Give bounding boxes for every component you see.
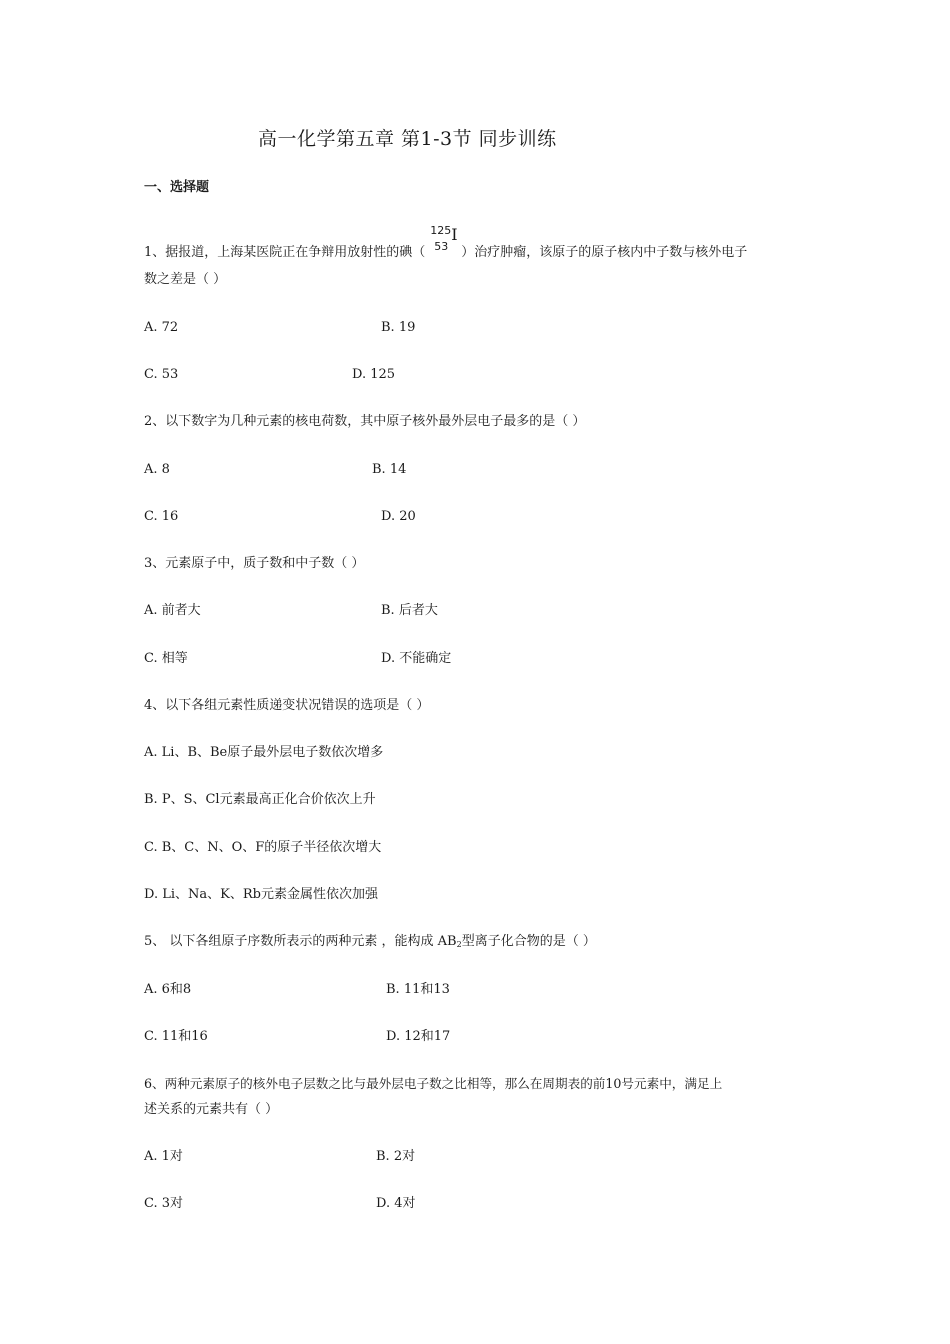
- question-5-text-before: 5、 以下各组原子序数所表示的两种元素 ，能构成 AB: [144, 934, 457, 949]
- question-3-text: 3、元素原子中，质子数和中子数（ ）: [144, 556, 365, 571]
- question-1-line-1: [144, 224, 748, 262]
- document-title: 高一化学第五章 第1-3节 同步训练: [258, 128, 557, 150]
- question-5-option-a: A. 6和8: [144, 982, 192, 997]
- question-5-option-d: D. 12和17: [386, 1029, 451, 1044]
- question-4-option-c: C. B、C、N、O、F的原子半径依次增大: [144, 840, 382, 855]
- question-2-option-b: B. 14: [372, 462, 407, 477]
- question-6-line-1: 6、两种元素原子的核外电子层数之比与最外层电子数之比相等，那么在周期表的前10号元素中，满足上: [144, 1076, 723, 1091]
- mass-number: 125: [430, 224, 452, 237]
- question-3-option-a: A. 前者大: [144, 603, 201, 618]
- question-2-option-c: C. 16: [144, 509, 179, 524]
- question-4-option-b: B. P、S、Cl元素最高正化合价依次上升: [144, 792, 376, 807]
- question-2-option-d: D. 20: [381, 509, 416, 524]
- question-3-option-c: C. 相等: [144, 651, 188, 666]
- section-heading: 一、选择题: [144, 180, 210, 195]
- question-6-option-c: C. 3对: [144, 1196, 184, 1211]
- question-1-text-before: 1、据报道，上海某医院正在争辩用放射性的碘（: [144, 245, 426, 260]
- formula-subscript: 2: [456, 940, 462, 949]
- question-3-option-b: B. 后者大: [381, 603, 438, 618]
- question-1-line-2: 数之差是（ ）: [144, 272, 227, 287]
- question-2-option-a: A. 8: [144, 462, 170, 477]
- question-2-text: 2、以下数字为几种元素的核电荷数，其中原子核外最外层电子最多的是（ ）: [144, 414, 586, 429]
- question-5-option-c: C. 11和16: [144, 1029, 208, 1044]
- question-1-option-a: A. 72: [144, 320, 179, 335]
- question-6-option-a: A. 1对: [144, 1149, 183, 1164]
- question-4-text: 4、以下各组元素性质递变状况错误的选项是（ ）: [144, 698, 430, 713]
- atomic-number: 53: [434, 240, 449, 253]
- question-5-text-after: 型离子化合物的是（ ）: [461, 934, 596, 949]
- question-6-line-2: 述关系的元素共有（ ）: [144, 1102, 279, 1117]
- question-1-option-b: B. 19: [381, 320, 416, 335]
- question-4-option-a: A. Li、B、Be原子最外层电子数依次增多: [144, 745, 384, 760]
- question-5-option-b: B. 11和13: [386, 982, 450, 997]
- question-1-text-after: ）治疗肿瘤，该原子的原子核内中子数与核外电子: [461, 245, 748, 260]
- element-symbol: I: [451, 225, 458, 244]
- question-6-option-d: D. 4对: [376, 1196, 416, 1211]
- question-3-option-d: D. 不能确定: [381, 651, 452, 666]
- iodine-nuclide-symbol: [427, 224, 459, 262]
- question-4-option-d: D. Li、Na、K、Rb元素金属性依次加强: [144, 887, 378, 902]
- question-1-option-c: C. 53: [144, 367, 179, 382]
- question-6-option-b: B. 2对: [376, 1149, 416, 1164]
- question-5-text: [144, 933, 596, 954]
- question-1-option-d: D. 125: [352, 367, 396, 382]
